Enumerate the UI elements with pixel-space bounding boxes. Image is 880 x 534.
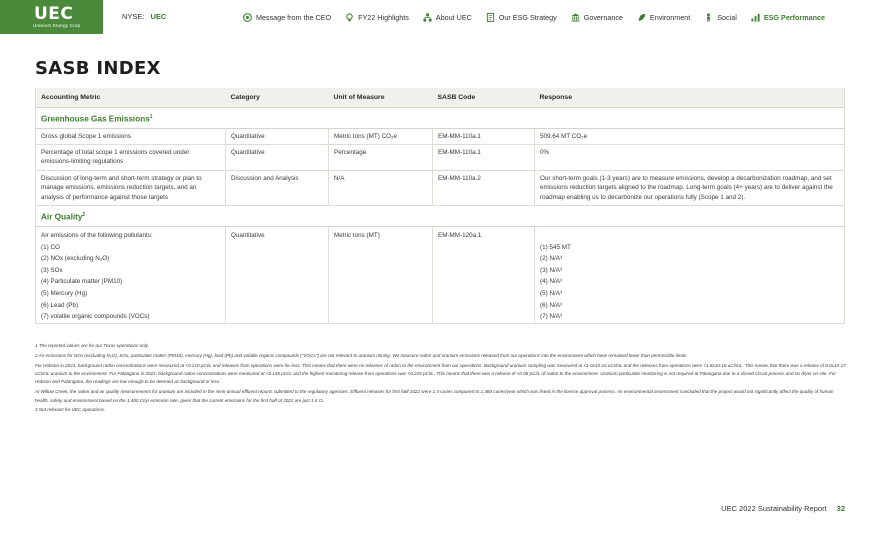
response-line: (2) N/A³: [540, 255, 563, 263]
cell-code: EM-MM-110a.2: [433, 170, 535, 205]
nav-label: ESG Performance: [763, 12, 825, 22]
cell-code: EM-MM-120a.1: [433, 227, 535, 323]
nav-item-social[interactable]: [704, 13, 737, 22]
cell-metric: Percentage of total scope 1 emissions covered under emissions-limiting regulations: [36, 145, 226, 171]
cell-metric: Gross global Scope 1 emissions: [36, 128, 226, 144]
nav-item-governance[interactable]: [571, 13, 623, 22]
nav-label: About UEC: [435, 12, 472, 22]
cell-unit: Metric tons (MT): [329, 227, 433, 323]
footnote-ref: 1: [149, 113, 153, 120]
document-icon: [486, 13, 495, 22]
response-line: (5) N/A³: [540, 289, 563, 297]
footnote: For Hobson in 2021, background radon concentrations were measured at <0.210 pCi/L and releases from operations were far less. This means that there were no releases of radon to the environment from our operations. Background uranium sampling was measured at <1.0x10-16 uCi/mL and the releases from operations were <1.8x10-16 uCi/mL. This means that there was a release of 8.0x10-17 uCi/mL uranium to the environment. For Palangana in 2021, background radon concentrations were measured at <0.145 pCi/L and the highest monitoring release from operations was <0.225 pCi/L. This means that there was a release of <0.08 pCi/L of radon to the environment. Uranium particulate monitoring is not required at Palangana due to a closed circuit process and no dryer on site. For Hobson and Palangana, the readings are low enough to be deemed as background or less.: [35, 362, 846, 385]
section-title: Air Quality: [41, 212, 83, 222]
header-accounting-metric: Accounting Metric: [36, 88, 226, 107]
message-icon: [243, 13, 252, 22]
header-response: Response: [535, 88, 845, 107]
cell-response-list: [535, 227, 845, 323]
section-row: [36, 107, 845, 128]
nav-item-esg-performance[interactable]: [751, 13, 825, 22]
nav-item-ceo-message[interactable]: [243, 13, 331, 22]
cell-code: EM-MM-110a.1: [433, 145, 535, 171]
metric-line: (3) SOx: [41, 266, 63, 274]
footnote: 2 Air emissions for NOx (excluding N₂O), SOx, particulate matter (PM10), mercury (Hg), lead (Pb) and volatile organic compounds ("VOCs") are not relevant to uranium mining. We measure radon and uranium emissions released from our operations into the environment which have remained lower than permissible limits.: [35, 352, 688, 358]
metric-line: (2) NOx (excluding N₂O): [41, 255, 110, 263]
cell-category: Discussion and Analysis: [226, 170, 329, 205]
building-icon: [571, 13, 580, 22]
bar-chart-icon: [751, 13, 760, 22]
footnote-ref: 2: [82, 212, 86, 219]
cell-metric-list: [36, 227, 226, 323]
cell-metric: Discussion of long-term and short-term strategy or plan to manage emissions, emissions reduction targets, and an analysis of performance against those targets: [36, 170, 226, 205]
leaf-icon: [637, 13, 646, 22]
section-title-ghg: [36, 107, 845, 128]
response-line: (3) N/A³: [540, 266, 563, 274]
table-row: [36, 227, 845, 323]
section-row: [36, 206, 845, 227]
page-title: SASB INDEX: [35, 58, 161, 79]
table-row: [36, 145, 845, 171]
ticker-symbol: UEC: [150, 12, 167, 21]
cell-unit: Metric tons (MT) CO₂e: [329, 128, 433, 144]
metric-line: (6) Lead (Pb): [41, 301, 79, 309]
cell-code: EM-MM-110a.1: [433, 128, 535, 144]
nav-item-about-uec[interactable]: [423, 13, 472, 22]
cell-response: 0%: [535, 145, 845, 171]
section-title: Greenhouse Gas Emissions: [41, 114, 150, 124]
nav-label: Message from the CEO: [256, 12, 332, 22]
top-bar: [0, 0, 880, 34]
nav-label: Environment: [649, 12, 691, 22]
metric-line: (7) volatile organic compounds (VOCs): [41, 313, 150, 321]
response-line: (4) N/A³: [540, 278, 563, 286]
metric-line: Air emissions of the following pollutants:: [41, 232, 153, 240]
cell-category: Quantitative: [226, 128, 329, 144]
response-line: [540, 230, 839, 242]
response-line: (1) 545 MT: [540, 243, 571, 251]
footnote: 1 The reported values are for our Texas operations only.: [35, 343, 149, 348]
cell-unit: N/A: [329, 170, 433, 205]
logo[interactable]: [0, 0, 103, 34]
metric-line: (5) Mercury (Hg): [41, 289, 88, 297]
bulb-icon: [345, 13, 354, 22]
page-number: 32: [836, 504, 845, 513]
metric-line: (4) Particulate matter (PM10): [41, 278, 123, 286]
nav-item-fy22-highlights[interactable]: [345, 13, 409, 22]
table-row: [36, 128, 845, 144]
cell-unit: Percentage: [329, 145, 433, 171]
section-title-air: [36, 206, 845, 227]
header-category: Category: [226, 88, 329, 107]
nav-label: Our ESG Strategy: [498, 12, 557, 22]
metric-line: (1) CO: [41, 243, 60, 251]
sasb-table: [35, 88, 845, 324]
header-sasb-code: SASB Code: [433, 88, 535, 107]
cell-response: 509.64 MT CO₂e: [535, 128, 845, 144]
logo-text: UEC: [34, 4, 74, 24]
person-icon: [704, 13, 713, 22]
exchange-label: NYSE:: [122, 12, 145, 21]
nav-label: FY22 Highlights: [358, 12, 409, 22]
header-unit: Unit of Measure: [329, 88, 433, 107]
footnotes: [35, 342, 847, 416]
cell-response: Our short-term goals (1-3 years) are to measure emissions, develop a decarbonization roadmap, and set emissions reduction targets aligned to the roadmap. Long-term goals (4+ years) are to deliver against the roadmap enabling us to decarbonize our operations fully (Scope 1 and 2).: [535, 170, 845, 205]
org-icon: [423, 13, 432, 22]
response-line: (6) N/A³: [540, 301, 563, 309]
nav-label: Governance: [583, 12, 623, 22]
nav-item-environment[interactable]: [637, 13, 690, 22]
page-footer: [0, 504, 845, 513]
cell-category: Quantitative: [226, 145, 329, 171]
table-row: [36, 170, 845, 205]
stock-ticker: [122, 12, 166, 21]
footnote: At Willow Creek, the radon and air quality measurements for uranium are included in the semi-annual effluent reports submitted to the regulatory agencies. Effluent releases for first half 2022 were 1.4 curies compared to 1,480 curies/year which was listed in the license approval process. An environmental assessment concluded that the project would not significantly affect the quality of human health, safety and environment based on the 1,480 Ci/yr emission rate, given that the current emissions for the first half of 2022 are just 1.4 Ci.: [35, 389, 834, 403]
nav-label: Social: [717, 12, 737, 22]
cell-category: Quantitative: [226, 227, 329, 323]
table-header-row: [36, 88, 845, 107]
footnote: 3 Not relevant for UEC operations.: [35, 407, 106, 413]
response-line: (7) N/A³: [540, 313, 563, 321]
report-name: UEC 2022 Sustainability Report: [721, 504, 827, 513]
top-nav: [243, 9, 839, 25]
logo-subtitle: Uranium Energy Corp: [33, 23, 81, 28]
nav-item-esg-strategy[interactable]: [486, 13, 557, 22]
